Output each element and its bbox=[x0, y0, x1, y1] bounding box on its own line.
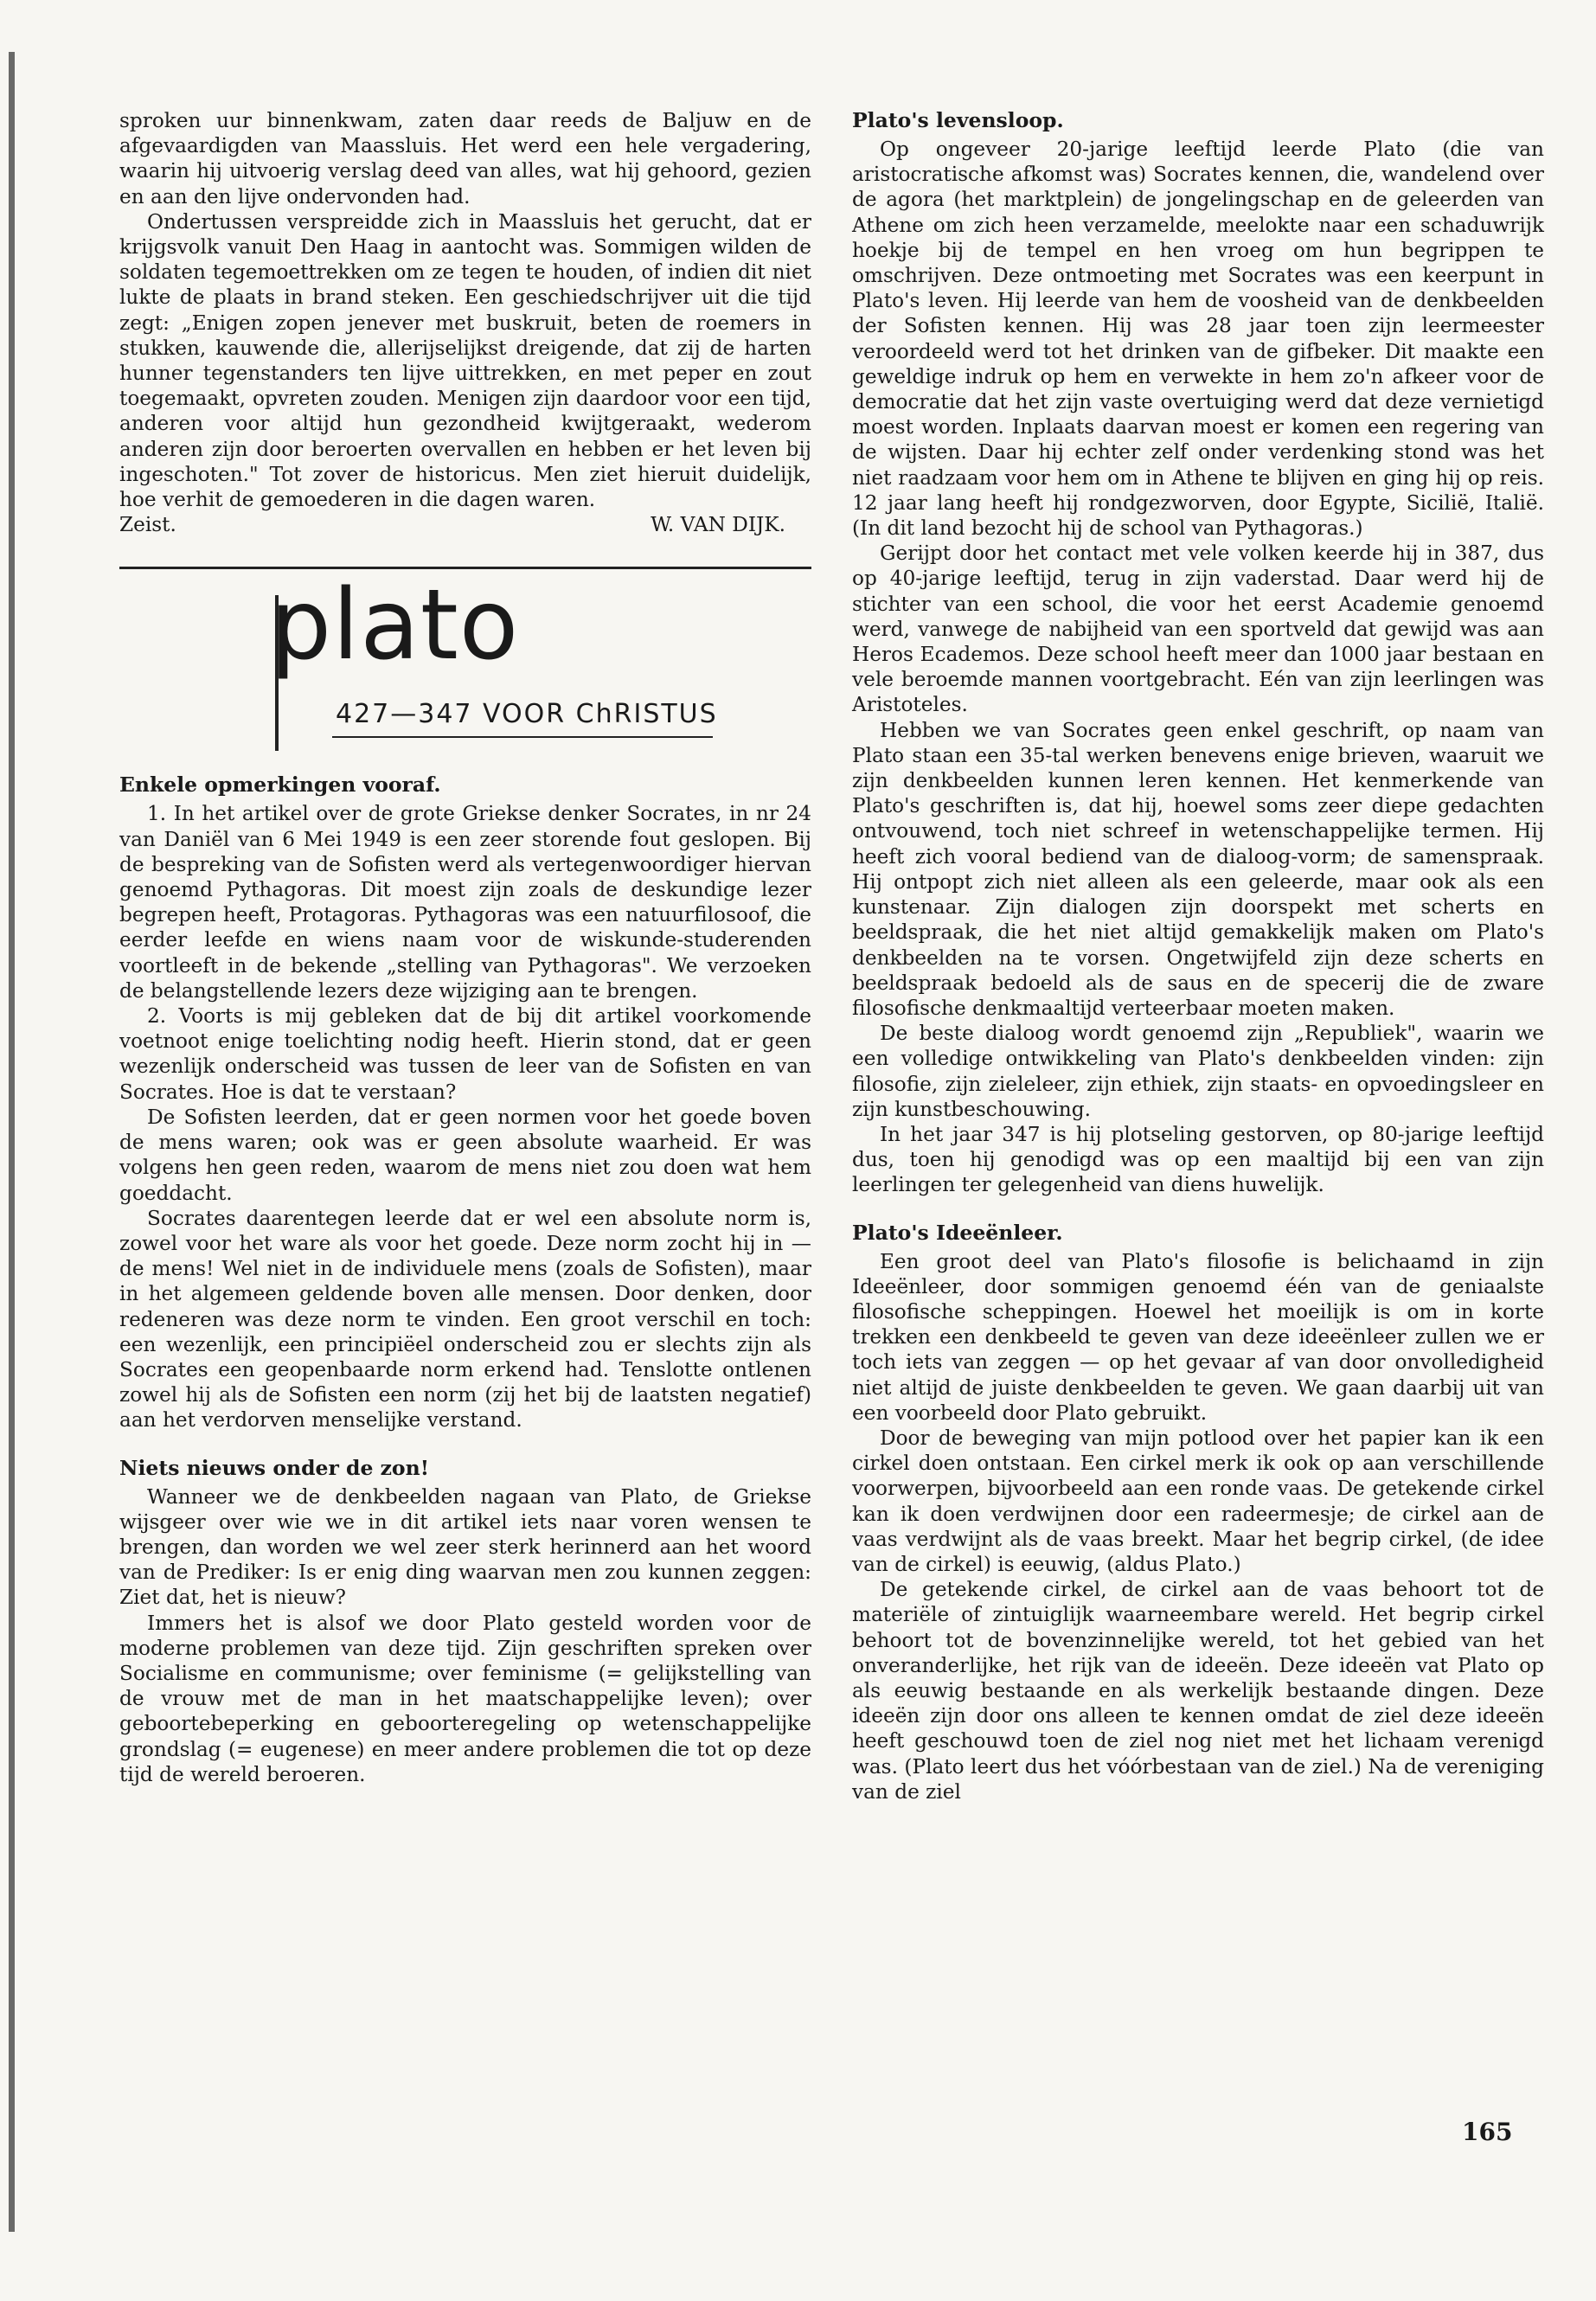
page-number: 165 bbox=[1462, 2118, 1513, 2146]
ideeenleer-paragraph-2: Door de beweging van mijn potlood over het papier kan ik een cirkel doen ontstaan. Een cirkel merk ik ook op aan verschillende voorwerpen, bijvoorbeeld aan een ronde vaas. De getekende cirkel kan ik doen verdwijnen door een radeermesje; de cirkel aan de vaas verdwijnt als de vaas breekt. Maar het begrip cirkel, (de idee van de cirkel) is eeuwig, (aldus Plato.) bbox=[852, 1426, 1544, 1576]
vooraf-paragraph-3: De Sofisten leerden, dat er geen normen voor het goede boven de mens waren; ook was er geen absolute waarheid. Er was volgens hen geen reden, waarom de mens niet zou doen wat hem goeddacht. bbox=[119, 1105, 811, 1205]
ideeenleer-paragraph-1: Een groot deel van Plato's filosofie is belichaamd in zijn Ideeënleer, door sommigen genoemd één van de geniaalste filosofische scheppingen. Hoewel het moeilijk is om in korte trekken een denkbeeld te geven van deze ideeënleer zullen we er toch iets van zeggen — op het gevaar af van door onvolledigheid niet altijd de juiste denkbeelden te geven. We gaan daarbij uit van een voorbeeld door Plato gebruikt. bbox=[852, 1249, 1544, 1425]
levensloop-paragraph-4: De beste dialoog wordt genoemd zijn „Republiek", waarin we een volledige ontwikkeling van Plato's denkbeelden vinden: zijn filosofie, zijn zieleleer, zijn ethiek, zijn staats- en opvoedingsleer en zijn kunstbeschouwing. bbox=[852, 1022, 1544, 1121]
levensloop-paragraph-1: Op ongeveer 20-jarige leeftijd leerde Plato (die van aristocratische afkomst was) Socrates kennen, die, wandelend over de agora (het marktplein) de jongelingschap en de geleerden van Athene om zich heen verzamelde, meelokte naar een schaduwrijk hoekje bij de tempel en hen vroeg om hun begrippen te omschrijven. Deze ontmoeting met Socrates was een keerpunt in Plato's leven. Hij leerde van hem de voosheid van de denkbeelden der Sofisten kennen. Hij was 28 jaar toen zijn leermeester veroordeeld werd tot het drinken van de gifbeker. Dit maakte een geweldige indruk op hem en verwekte in hem zo'n afkeer voor de democratie dat het zijn vaste overtuiging werd dat deze vernietigd moest worden. Inplaats daarvan moest er komen een regering van de wijsten. Daar hij echter zelf onder verdenking stond was het niet raadzaam voor hem om in Athene te blijven en ging hij op reis. 12 jaar lang heeft hij rondgezworven, door Egypte, Sicilië, Italië. (In dit land bezocht hij de school van Pythagoras.) bbox=[852, 138, 1544, 541]
right-column bbox=[852, 108, 1544, 1804]
signature-author: W. VAN DIJK. bbox=[651, 513, 785, 537]
levensloop-paragraph-3: Hebben we van Socrates geen enkel geschrift, op naam van Plato staan een 35-tal werken benevens enige brieven, waaruit we zijn denkbeelden kunnen leren kennen. Het kenmerkende van Plato's geschriften is, dat hij, hoewel soms zeer diepe gedachten ontvouwend, toch niet schreef in wetenschappelijke termen. Hij heeft zich vooral bediend van de dialoog-vorm; de samenspraak. Hij ontpopt zich niet alleen als een geleerde, maar ook als een kunstenaar. Zijn dialogen zijn doorspekt met scherts en beeldspraak, die het niet altijd gemakkelijk maken om Plato's denkbeelden na te vorsen. Ongetwijfeld zijn deze scherts en beeldspraak bedoeld als de saus en de specerij die de zware filosofische denkmaaltijd verteerbaar moeten maken. bbox=[852, 718, 1544, 1020]
signature-line bbox=[119, 512, 811, 537]
left-column bbox=[119, 108, 811, 1787]
section-heading-niets-nieuws: Niets nieuws onder de zon! bbox=[119, 1455, 430, 1480]
vooraf-paragraph-4: Socrates daarentegen leerde dat er wel een absolute norm is, zowel voor het ware als voor het goede. Deze norm zocht hij in — de mens! Wel niet in de individuele mens (zoals de Sofisten), maar in het algemeen geldende boven alle mensen. Door denken, door redeneren was deze norm te vinden. Een groot verschil en toch: een wezenlijk, een principiëel onderscheid zou er slechts zijn als Socrates een geopenbaarde norm erkend had. Tenslotte ontlenen zowel hij als de Sofisten een norm (zij het bij de laatsten negatief) aan het verdorven menselijke verstand. bbox=[119, 1206, 811, 1433]
section-heading-vooraf: Enkele opmerkingen vooraf. bbox=[119, 772, 441, 798]
intro-paragraph-1: sproken uur binnenkwam, zaten daar reeds de Baljuw en de afgevaardigden van Maassluis. Het werd een hele vergadering, waarin hij uitvoerig verslag deed van alles, wat hij gehoord, gezien en aan den lijve ondervonden had. bbox=[119, 109, 811, 208]
article-title-block bbox=[270, 569, 811, 772]
section-heading-ideeenleer: Plato's Ideeënleer. bbox=[852, 1220, 1063, 1245]
levensloop-paragraph-2: Gerijpt door het contact met vele volken keerde hij in 387, dus op 40-jarige leeftijd, terug in zijn vaderstad. Daar werd hij de stichter van een school, die voor het eerst Academie genoemd werd, vanwege de nabijheid van een sportveld dat gewijd was aan Heros Ecademos. Deze school heeft meer dan 1000 jaar bestaan en vele beroemde mannen voortgebracht. Eén van zijn leerlingen was Aristoteles. bbox=[852, 542, 1544, 717]
levensloop-paragraph-5: In het jaar 347 is hij plotseling gestorven, op 80-jarige leeftijd dus, toen hij genodigd was op een maaltijd bij een van zijn leerlingen ter gelegenheid van diens huwelijk. bbox=[852, 1122, 1544, 1197]
section-heading-levensloop: Plato's levensloop. bbox=[852, 108, 1064, 132]
article-subtitle: 427—347 VOOR ChRISTUS bbox=[336, 699, 718, 730]
intro-paragraph-2: Ondertussen verspreidde zich in Maassluis het gerucht, dat er krijgsvolk vanuit Den Haag in aantocht was. Sommigen wilden de soldaten tegemoettrekken om ze tegen te houden, of indien dit niet lukte de plaats in brand steken. Een geschiedschrijver uit die tijd zegt: „Enigen zopen jenever met buskruit, beten de roemers in stukken, kauwende die, allerijselijkst dreigende, dat zij de harten hunner tegenstanders ten lijve uittrekken, en met peper en zout toegemaakt, opvreten zouden. Menigen zijn daardoor voor een tijd, anderen voor altijd hun gezondheid kwijtgeraakt, wederom anderen zijn door beroerten overvallen en hebben er het leven bij ingeschoten." Tot zover de historicus. Men ziet hieruit duidelijk, hoe verhit de gemoederen in die dagen waren. bbox=[119, 209, 811, 512]
niets-nieuws-paragraph-1: Wanneer we de denkbeelden nagaan van Plato, de Griekse wijsgeer over wie we in dit artikel iets naar voren wensen te brengen, dan worden we wel zeer sterk herinnerd aan het woord van de Prediker: Is er enig ding waarvan men zou kunnen zeggen: Ziet dat, het is nieuw? bbox=[119, 1484, 811, 1610]
vooraf-paragraph-2: 2. Voorts is mij gebleken dat de bij dit artikel voorkomende voetnoot enige toelichting nodig heeft. Hierin stond, dat er geen wezenlijk onderscheid was tussen de leer van de Sofisten en van Socrates. Hoe is dat te verstaan? bbox=[119, 1004, 811, 1104]
article-title: plato bbox=[270, 569, 520, 683]
subtitle-underline bbox=[332, 736, 713, 738]
vooraf-paragraph-1: 1. In het artikel over de grote Griekse denker Socrates, in nr 24 van Daniël van 6 Mei 1949 is een zeer storende fout geslopen. Bij de bespreking van de Sofisten werd als vertegenwoordiger hiervan genoemd Pythagoras. Dit moest zijn zoals de deskundige lezer begrepen heeft, Protagoras. Pythagoras was een natuurfilosoof, die eerder leefde en wiens naam voor de wiskunde-studerenden voortleeft in de bekende „stelling van Pythagoras". We verzoeken de belangstellende lezers deze wijziging aan te brengen. bbox=[119, 802, 811, 1003]
signature-place: Zeist. bbox=[119, 513, 176, 537]
ideeenleer-paragraph-3: De getekende cirkel, de cirkel aan de vaas behoort tot de materiële of zintuiglijk waarneembare wereld. Het begrip cirkel behoort tot de bovenzinnelijke wereld, tot het gebied van het onveranderlijke, het rijk van de ideeën. Deze ideeën vat Plato op als eeuwig bestaande en als werkelijk bestaande dingen. Deze ideeën zijn door ons alleen te kennen omdat de ziel deze ideeën heeft geschouwd toen de ziel nog niet met het lichaam verenigd was. (Plato leert dus het vóórbestaan van de ziel.) Na de vereniging van de ziel bbox=[852, 1578, 1544, 1804]
page-edge bbox=[9, 52, 15, 2232]
niets-nieuws-paragraph-2: Immers het is alsof we door Plato gesteld worden voor de moderne problemen van deze tijd. Zijn geschriften spreken over Socialisme en communisme; over feminisme (= gelijkstelling van de vrouw met de man in het maatschappelijke leven); over geboortebeperking en geboorteregeling op wetenschappelijke grondslag (= eugenese) en meer andere problemen die tot op deze tijd de wereld beroeren. bbox=[119, 1611, 811, 1786]
